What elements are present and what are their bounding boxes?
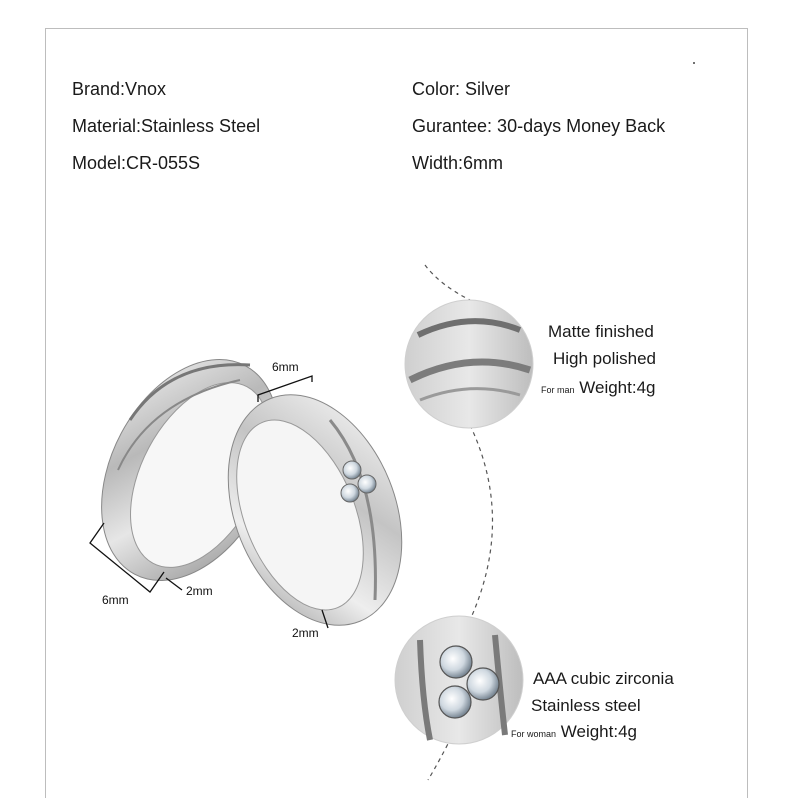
woman-ring-detail (395, 616, 523, 744)
spec-width: Width:6mm (412, 153, 504, 173)
man-feature-2: High polished (553, 349, 657, 368)
man-feature-1: Matte finished (548, 322, 654, 341)
dim-bottom-depth: 2mm (292, 626, 319, 640)
spec-model: Model:CR-055S (72, 153, 201, 173)
dim-left-width: 6mm (102, 593, 129, 607)
man-ring-detail (405, 300, 533, 428)
spec-guarantee: Gurantee: 30-days Money Back (412, 116, 666, 136)
woman-feature-2: Stainless steel (531, 696, 641, 715)
spec-color: Color: Silver (412, 79, 511, 99)
woman-for-label: For woman (511, 729, 557, 739)
spec-material: Material:Stainless Steel (72, 116, 261, 136)
man-weight: Weight:4g (579, 378, 656, 397)
dim-left-depth: 2mm (186, 584, 213, 598)
spec-brand: Brand:Vnox (72, 79, 167, 99)
man-weight-line (541, 378, 655, 398)
dim-top-width: 6mm (272, 360, 299, 374)
woman-weight: Weight:4g (560, 722, 637, 741)
woman-feature-1: AAA cubic zirconia (533, 669, 674, 688)
man-for-label: For man (541, 385, 575, 395)
woman-weight-line (511, 722, 637, 742)
